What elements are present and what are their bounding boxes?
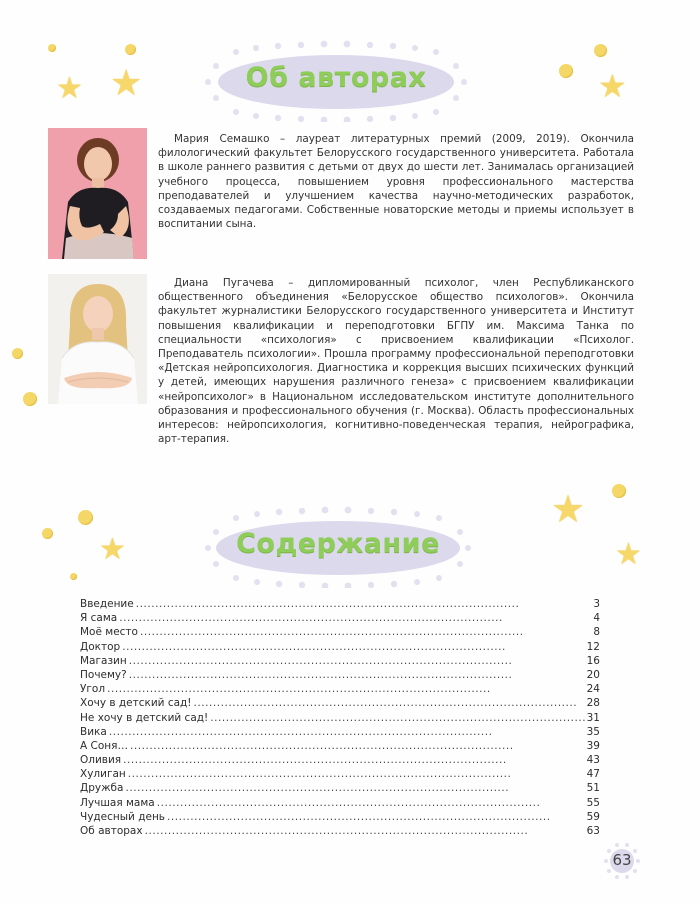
toc-entry-page: 59 — [586, 810, 600, 823]
toc-entry-page: 3 — [593, 598, 600, 610]
toc-entry — [80, 612, 600, 626]
toc-entry-title: Оливия — [80, 754, 122, 767]
dot-decoration — [48, 44, 56, 52]
toc-entry-title: Хочу в детский сад! — [80, 697, 192, 710]
contents-heading-badge — [196, 506, 490, 588]
toc-entry-title: Хулиган — [80, 768, 126, 781]
author-photo-diana — [48, 274, 147, 404]
toc-entry-page: 12 — [586, 640, 600, 653]
toc-entry-title: Магазин — [80, 654, 127, 667]
dot-decoration — [42, 528, 53, 539]
toc-entry-title: Лучшая мама — [80, 796, 155, 809]
toc-entry-title: Доктор — [80, 640, 121, 653]
author-bio-diana — [158, 276, 634, 446]
dot-decoration — [23, 392, 37, 406]
authors-heading-badge — [196, 40, 486, 122]
toc-dot-leader — [167, 811, 586, 823]
toc-dot-leader — [210, 712, 585, 724]
toc-entry-title: Не хочу в детский сад! — [80, 711, 209, 724]
toc-entry-page: 8 — [593, 626, 600, 639]
toc-entry-page: 20 — [586, 668, 600, 681]
toc-entry-title: Угол — [80, 683, 106, 696]
toc-entry — [80, 726, 600, 740]
toc-entry — [80, 782, 600, 796]
toc-entry-page: 4 — [593, 612, 600, 625]
toc-entry-page: 35 — [586, 725, 600, 738]
toc-entry — [80, 797, 600, 811]
star-icon: ★ — [551, 487, 586, 531]
toc-dot-leader — [109, 726, 586, 738]
toc-entry-page: 31 — [586, 711, 600, 724]
toc-entry-title: А Соня… — [80, 739, 128, 752]
star-icon: ★ — [56, 71, 83, 106]
toc-dot-leader — [128, 768, 586, 780]
author-bio-text: Мария Семашко – лауреат литературных премий (2009, 2019). Окончила филологический факультет Белорусского государственного университета. Работала в школе раннего развития с детьми от двух до шести лет. Занималась организацией учебного процесса, повышением уровня профессионального мастерства преподавателей и улучшением качества научно-методических разработок, создаваемых педагогами. Собственные новаторские методы и приемы использует в воспитании сына. — [158, 133, 634, 231]
toc-entry — [80, 754, 600, 768]
dot-decoration — [12, 348, 23, 359]
page-number-badge — [600, 842, 644, 880]
toc-entry — [80, 740, 600, 754]
toc-entry-title: Я сама — [80, 612, 118, 625]
toc-entry-page: 47 — [586, 768, 600, 781]
toc-entry — [80, 626, 600, 640]
toc-dot-leader — [129, 669, 586, 681]
toc-entry-page: 39 — [586, 739, 600, 752]
star-icon: ★ — [99, 532, 126, 567]
toc-entry-page: 43 — [586, 754, 600, 767]
toc-entry-title: Введение — [80, 598, 134, 610]
toc-entry-page: 16 — [586, 654, 600, 667]
toc-entry — [80, 811, 600, 825]
author-bio-text: Диана Пугачева – дипломированный психолог, член Республиканского общественного объединения «Белорусское общество психологов». Окончила факультет журналистики Белорусского государственного университета и Институт повышения квалификации и переподготовки БГПУ им. Максима Танка по специальности «психология» с присвоением квалификации «Психолог. Преподаватель психологии». Прошла программу профессиональной переподготовки «Детская нейропсихология. Диагностика и коррекция высших психических функций у детей, имеющих нарушения различного генеза» с присвоением квалификации «нейропсихолог» в Национальном исследовательском институте дополнительного образования и профессионального обучения (г. Москва). Область профессиональных интересов: нейропсихология, когнитивно-поведенческая терапия, нейрографика, арт-терапия. — [158, 277, 634, 446]
dot-decoration — [559, 64, 573, 78]
toc-entry — [80, 712, 600, 726]
dot-decoration — [125, 44, 136, 55]
star-icon: ★ — [110, 63, 143, 104]
toc-entry-page: 51 — [586, 782, 600, 795]
toc-entry — [80, 655, 600, 669]
toc-entry — [80, 683, 600, 697]
toc-entry-page: 24 — [586, 683, 600, 696]
toc-dot-leader — [194, 697, 586, 709]
author-bio-maria — [158, 132, 634, 231]
toc-entry-title: Вика — [80, 725, 107, 738]
toc-dot-leader — [119, 612, 592, 624]
toc-entry-page: 28 — [586, 697, 600, 710]
toc-entry — [80, 768, 600, 782]
toc-dot-leader — [107, 683, 586, 695]
authors-title: Об авторах — [245, 62, 427, 93]
toc-entry-title: Почему? — [80, 668, 127, 681]
toc-dot-leader — [136, 598, 593, 610]
toc-entry — [80, 641, 600, 655]
toc-dot-leader — [123, 754, 585, 766]
toc-entry — [80, 669, 600, 683]
author-photo-maria — [48, 128, 147, 259]
toc-dot-leader — [145, 825, 586, 837]
toc-dot-leader — [129, 655, 586, 667]
dot-decoration — [594, 44, 607, 57]
star-icon: ★ — [615, 537, 642, 572]
toc-dot-leader — [122, 641, 585, 653]
toc-dot-leader — [140, 626, 592, 638]
toc-entry — [80, 825, 600, 839]
toc-entry-title: Чудесный день — [80, 810, 165, 823]
toc-dot-leader — [130, 740, 586, 752]
toc-entry-page: 63 — [586, 825, 600, 837]
toc-dot-leader — [157, 797, 586, 809]
dot-decoration — [70, 573, 77, 580]
toc-dot-leader — [125, 782, 585, 794]
contents-title: Содержание — [236, 528, 440, 559]
dot-decoration — [612, 484, 626, 498]
toc-entry-page: 55 — [586, 796, 600, 809]
toc-entry-title: Дружба — [80, 782, 124, 795]
dot-decoration — [78, 510, 93, 525]
toc-entry-title: Об авторах — [80, 825, 143, 837]
toc-entry — [80, 697, 600, 711]
star-icon: ★ — [598, 67, 627, 105]
toc-entry-title: Моё место — [80, 626, 138, 639]
page-number: 63 — [612, 851, 632, 869]
toc-entry — [80, 598, 600, 612]
table-of-contents — [80, 598, 600, 839]
